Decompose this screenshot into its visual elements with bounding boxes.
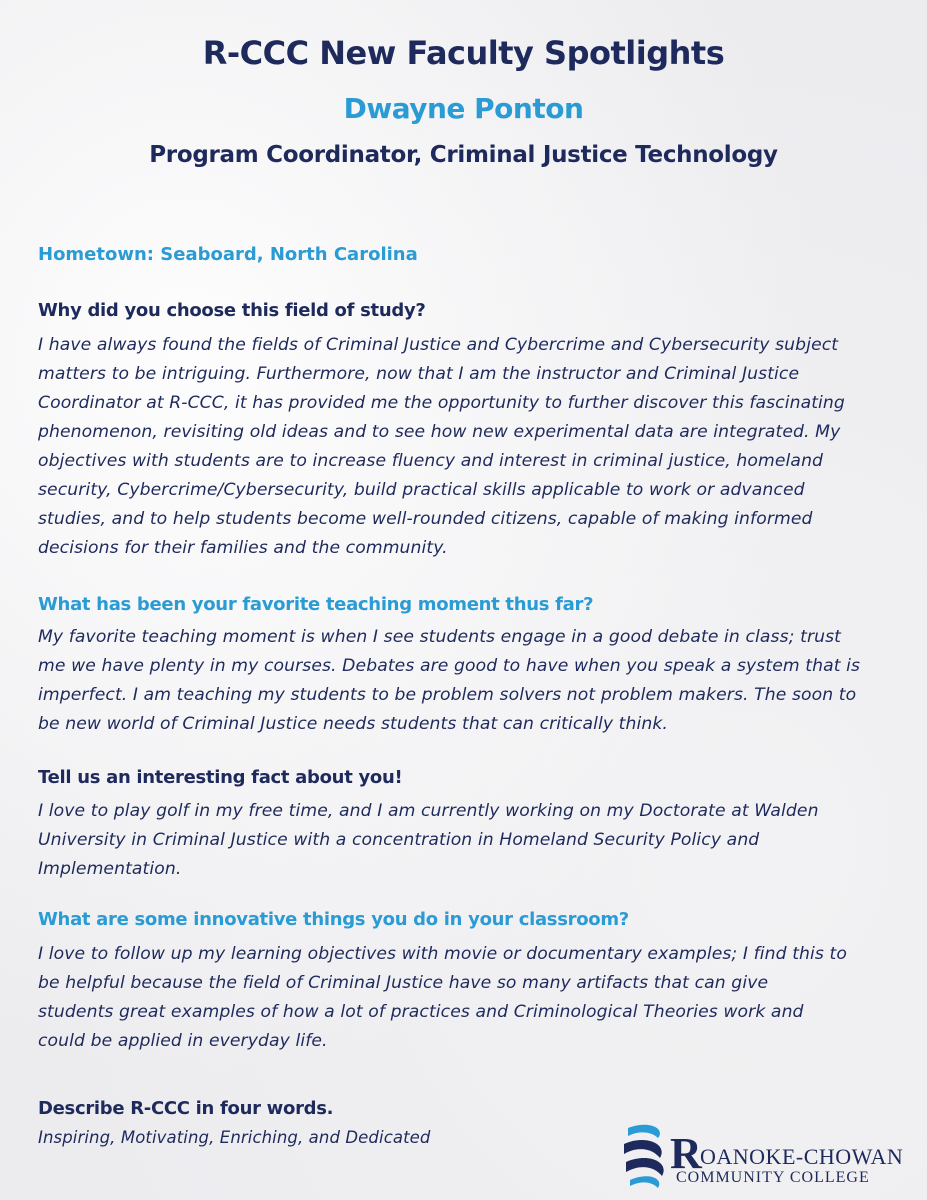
answer-line: decisions for their families and the community.	[38, 538, 448, 558]
question-innovative-things: What are some innovative things you do in your classroom?	[38, 909, 629, 930]
question-interesting-fact: Tell us an interesting fact about you!	[38, 767, 403, 788]
question-four-words: Describe R-CCC in four words.	[38, 1098, 334, 1119]
answer-line: security, Cybercrime/Cybersecurity, build practical skills applicable to work or advanced	[38, 480, 805, 500]
answer-field-of-study	[38, 331, 898, 563]
college-logo	[618, 1122, 908, 1192]
answer-line: University in Criminal Justice with a concentration in Homeland Security Policy and	[38, 830, 760, 850]
answer-line: studies, and to help students become well-rounded citizens, capable of making informed	[38, 509, 813, 529]
answer-line: me we have plenty in my courses. Debates are good to have when you speak a system that is	[38, 656, 861, 676]
question-favorite-moment: What has been your favorite teaching moment thus far?	[38, 594, 594, 615]
hometown: Hometown: Seaboard, North Carolina	[38, 244, 418, 265]
faculty-role: Program Coordinator, Criminal Justice Technology	[149, 142, 778, 168]
answer-line: Inspiring, Motivating, Enriching, and Dedicated	[38, 1128, 431, 1147]
answer-line: be helpful because the field of Criminal Justice have so many artifacts that can give	[38, 973, 769, 993]
answer-line: Coordinator at R-CCC, it has provided me the opportunity to further discover this fascinating	[38, 393, 845, 413]
faculty-name: Dwayne Ponton	[343, 92, 584, 125]
answer-innovative-things	[38, 940, 898, 1056]
answer-line: I love to play golf in my free time, and I am currently working on my Doctorate at Walden	[38, 801, 819, 821]
question-field-of-study: Why did you choose this field of study?	[38, 300, 426, 321]
page-title: R-CCC New Faculty Spotlights	[202, 34, 725, 72]
logo-initial: R	[670, 1129, 702, 1178]
answer-line: I have always found the fields of Criminal Justice and Cybercrime and Cybersecurity subject	[38, 335, 839, 355]
answer-line: students great examples of how a lot of practices and Criminological Theories work and	[38, 1002, 804, 1022]
college-wave-logo-icon	[618, 1122, 676, 1192]
answer-line: matters to be intriguing. Furthermore, now that I am the instructor and Criminal Justice	[38, 364, 800, 384]
answer-line: My favorite teaching moment is when I see students engage in a good debate in class; trust	[38, 627, 841, 647]
answer-line: could be applied in everyday life.	[38, 1031, 328, 1051]
answer-line: Implementation.	[38, 859, 182, 879]
answer-line: be new world of Criminal Justice needs students that can critically think.	[38, 714, 668, 734]
answer-line: phenomenon, revisiting old ideas and to see how new experimental data are integrated. My	[38, 422, 841, 442]
answer-line: I love to follow up my learning objectives with movie or documentary examples; I find this to	[38, 944, 847, 964]
answer-interesting-fact	[38, 797, 898, 884]
logo-name-line1: OANOKE-CHOWAN	[700, 1144, 904, 1169]
answer-favorite-moment	[38, 623, 898, 739]
answer-line: imperfect. I am teaching my students to be problem solvers not problem makers. The soon to	[38, 685, 857, 705]
answer-line: objectives with students are to increase fluency and interest in criminal justice, homeland	[38, 451, 824, 471]
logo-name-line2: COMMUNITY COLLEGE	[676, 1169, 870, 1186]
